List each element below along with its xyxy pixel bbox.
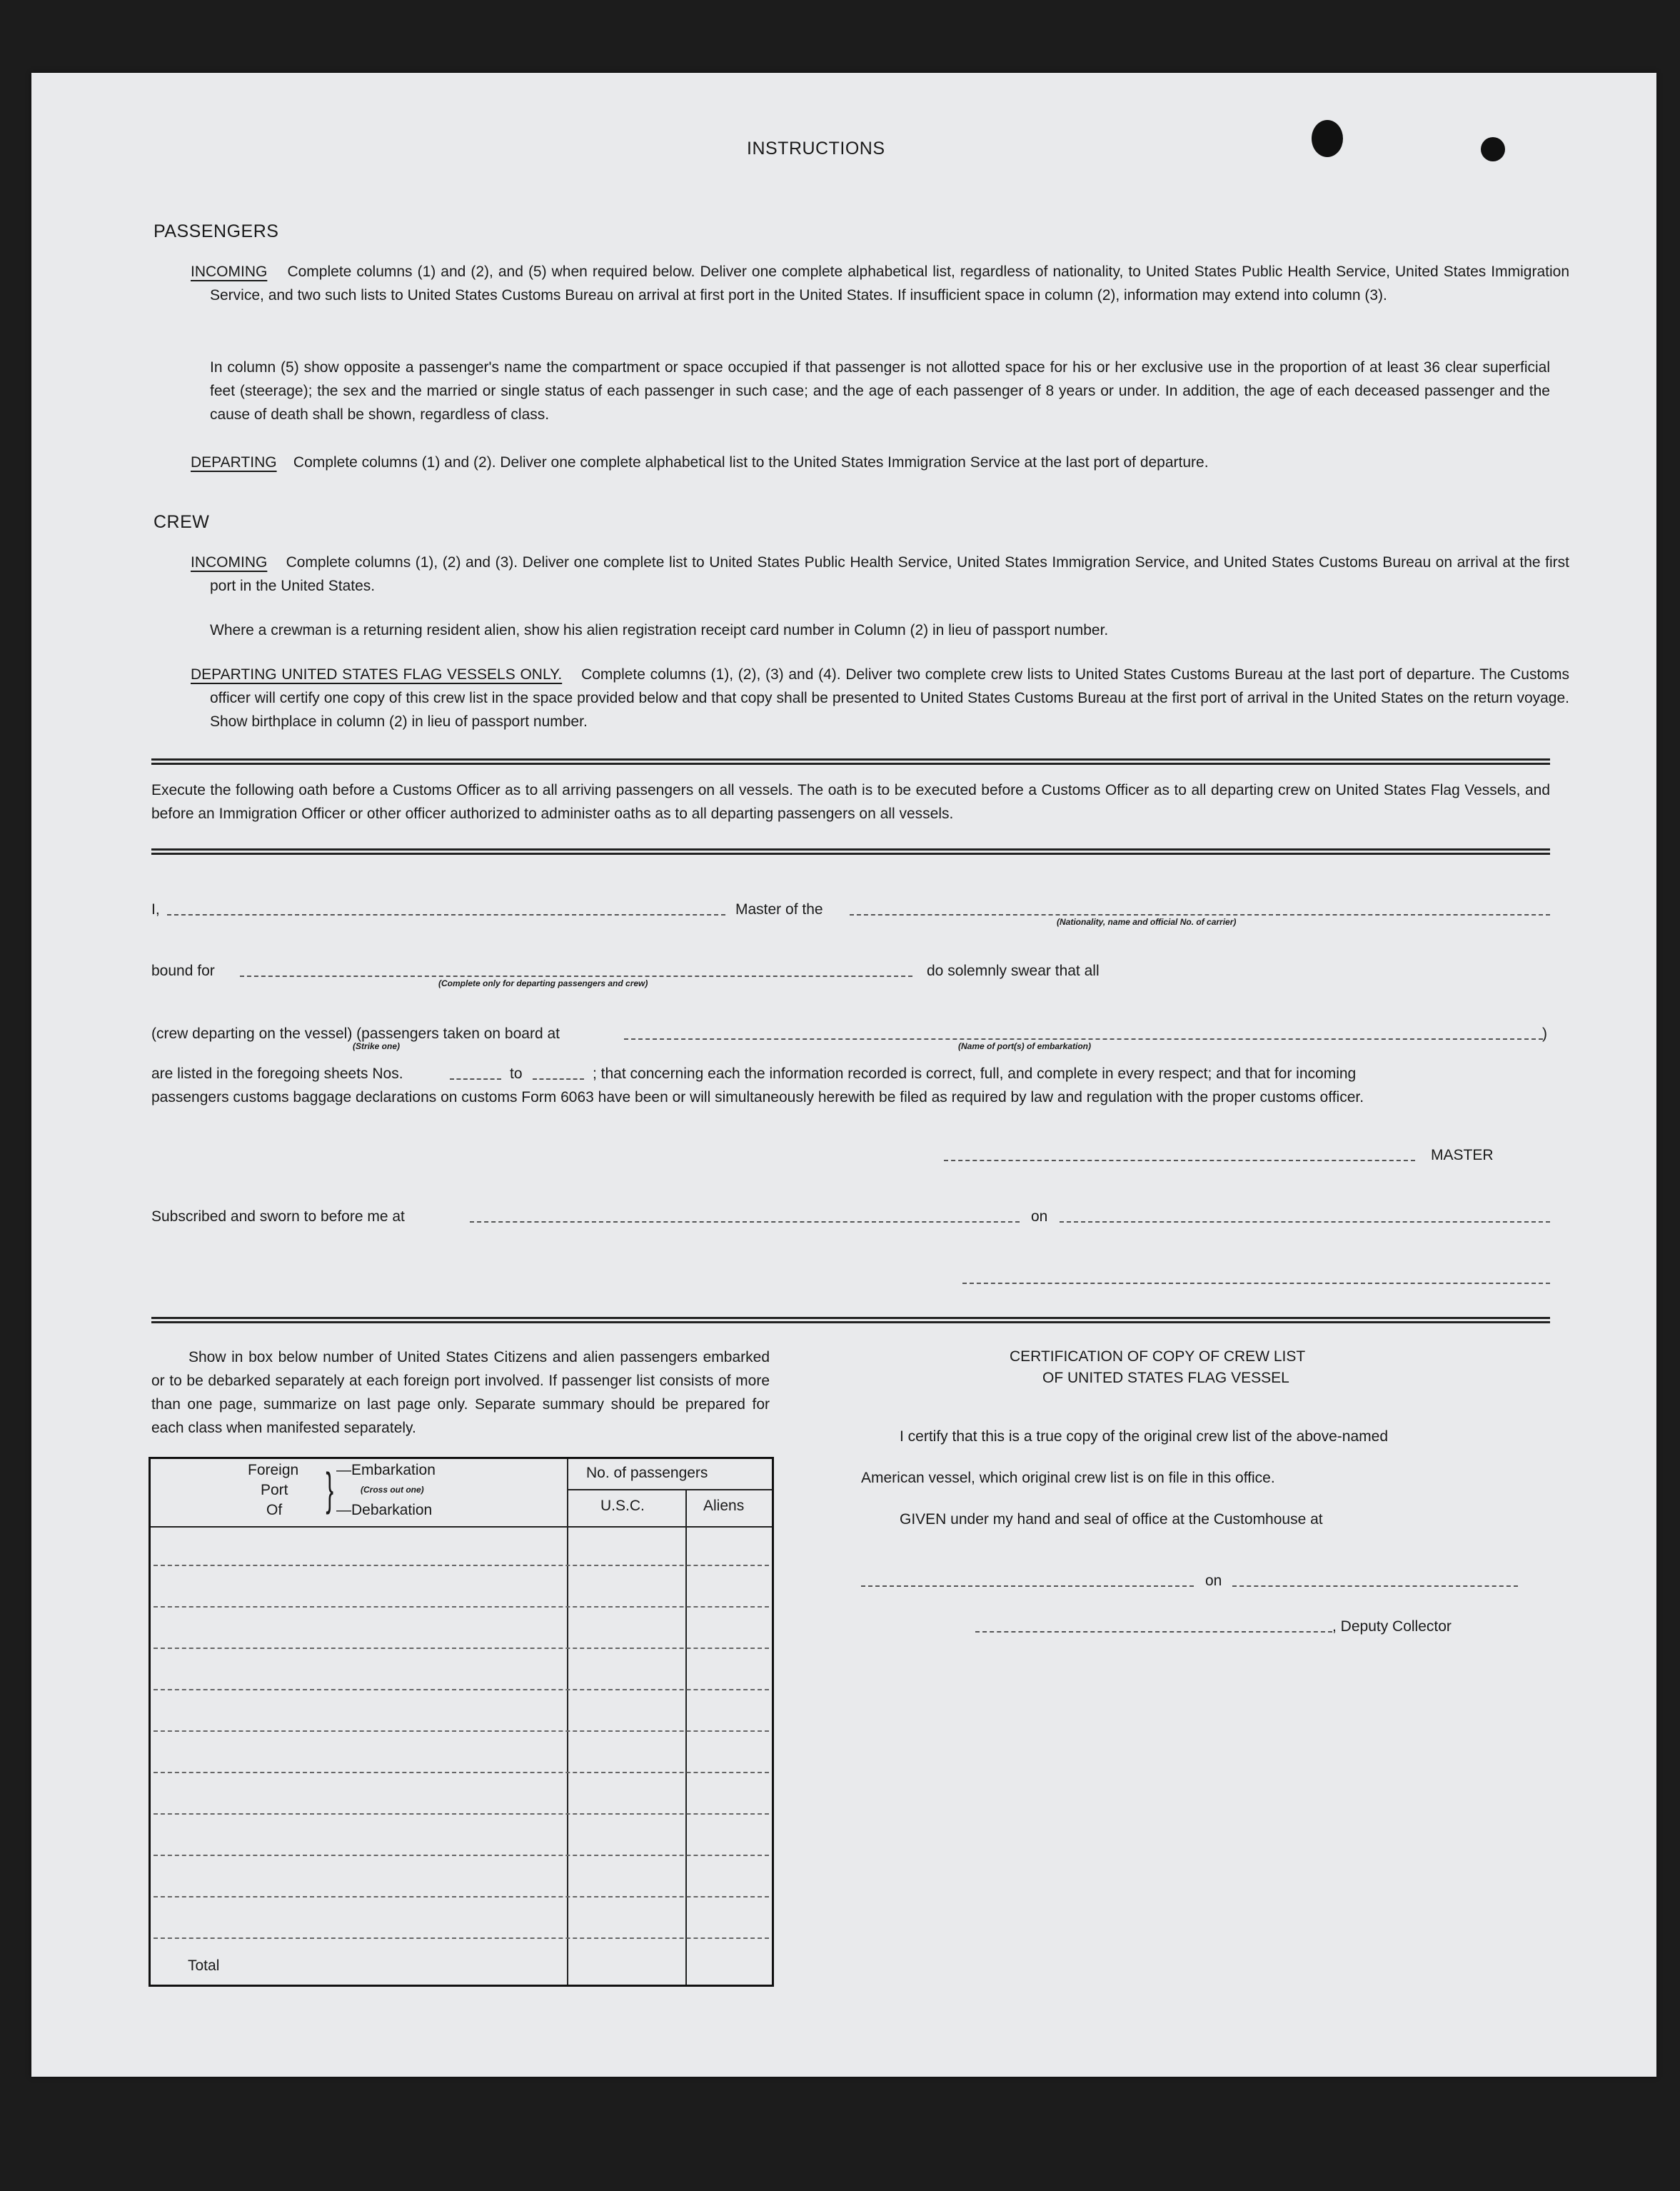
table-row[interactable] bbox=[154, 1937, 769, 1939]
page-title: INSTRUCTIONS bbox=[747, 139, 885, 159]
crew-departing-paragraph bbox=[191, 663, 1569, 733]
nationality-note: (Nationality, name and official No. of carrier) bbox=[1057, 917, 1237, 927]
table-row[interactable] bbox=[154, 1855, 769, 1856]
subscribed-label: Subscribed and sworn to before me at bbox=[151, 1208, 405, 1225]
certification-heading-line2: OF UNITED STATES FLAG VESSEL bbox=[1042, 1370, 1289, 1386]
ink-blot bbox=[1481, 137, 1505, 161]
certification-line2: American vessel, which original crew list is on file in this office. bbox=[861, 1470, 1275, 1486]
officer-signature-field[interactable] bbox=[962, 1283, 1550, 1284]
certification-on-label: on bbox=[1205, 1573, 1222, 1589]
bound-for-label: bound for bbox=[151, 963, 215, 979]
bound-for-field[interactable] bbox=[240, 976, 912, 977]
certification-heading-line1: CERTIFICATION OF COPY OF CREW LIST bbox=[1010, 1348, 1306, 1365]
certification-line1: I certify that this is a true copy of the original crew list of the above-named bbox=[900, 1428, 1388, 1445]
crew-departing-label: (crew departing on the vessel) (passengers taken on board at bbox=[151, 1026, 560, 1042]
of-label: Of bbox=[266, 1502, 283, 1518]
passengers-column5-paragraph: In column (5) show opposite a passenger's name the compartment or space occupied if that passenger is not allotted space for his or her exclusive use in the proportion of at least 36 clear superficial feet (steerage); the sex and the married or single status of each passenger in such case; and the age of each passenger of 8 years or under. In addition, the age of each deceased passenger and the cause of death shall be shown, regardless of class. bbox=[210, 359, 1550, 423]
crew-departing-text: Complete columns (1), (2), (3) and (4). Deliver two complete crew lists to United States Customs Bureau at the last port of departure. The Customs officer will certify one copy of this crew list in the space provided below and that copy shall be presented to United States Customs Bureau at the first port of arrival in the United States on the return voyage. Show birthplace in column (2) in lieu of passport number. bbox=[210, 666, 1569, 730]
passengers-departing-text: Complete columns (1) and (2). Deliver one complete alphabetical list to the United States Immigration Service at the last port of departure. bbox=[293, 454, 1209, 471]
crew-incoming-label: INCOMING bbox=[191, 554, 268, 571]
table-row[interactable] bbox=[154, 1772, 769, 1773]
listed-label-c: passengers customs baggage declarations on customs Form 6063 have been or will simultaneously herewith be filed as required by law and regulation with the proper customs officer. bbox=[151, 1089, 1364, 1105]
listed-label-a: are listed in the foregoing sheets Nos. bbox=[151, 1066, 403, 1082]
subscribed-at-field[interactable] bbox=[470, 1221, 1020, 1223]
column-divider bbox=[685, 1489, 687, 1985]
listed-label-b: ; that concerning each the information recorded is correct, full, and complete in every respect; and that for incoming bbox=[593, 1066, 1357, 1082]
header-divider bbox=[151, 1526, 772, 1528]
passengers-departing-paragraph bbox=[191, 451, 1550, 474]
subscribed-on-label: on bbox=[1031, 1208, 1048, 1225]
crew-heading: CREW bbox=[154, 512, 210, 532]
table-row[interactable] bbox=[154, 1606, 769, 1608]
subheader-divider bbox=[567, 1489, 772, 1490]
table-row[interactable] bbox=[154, 1813, 769, 1815]
debarkation-label: —Debarkation bbox=[336, 1502, 433, 1518]
passengers-incoming-text: Complete columns (1) and (2), and (5) when required below. Deliver one complete alphabetical list, regardless of nationality, to United States Public Health Service, United States Immigration Service, and two such lists to United States Customs Bureau on arrival at first port in the United States. If insufficient space in column (2), information may extend into column (3). bbox=[210, 264, 1569, 304]
table-row[interactable] bbox=[154, 1730, 769, 1732]
master-label: MASTER bbox=[1431, 1147, 1494, 1163]
listed-to-label: to bbox=[510, 1066, 523, 1082]
certification-date-field[interactable] bbox=[1232, 1585, 1518, 1587]
master-name-field[interactable] bbox=[167, 914, 725, 916]
section-divider bbox=[151, 1317, 1550, 1323]
cross-out-note: (Cross out one) bbox=[361, 1485, 424, 1495]
table-row[interactable] bbox=[154, 1565, 769, 1566]
foreign-label: Foreign bbox=[248, 1462, 299, 1478]
no-of-passengers-label: No. of passengers bbox=[586, 1465, 708, 1481]
oath-i-label: I, bbox=[151, 901, 160, 918]
passengers-incoming-paragraph bbox=[191, 260, 1569, 307]
carrier-field[interactable] bbox=[850, 914, 1550, 916]
ports-of-embarkation-field[interactable] bbox=[624, 1038, 1543, 1040]
embarkation-label: —Embarkation bbox=[336, 1462, 436, 1478]
passenger-summary-box bbox=[149, 1457, 774, 1987]
strike-one-note: (Strike one) bbox=[353, 1041, 401, 1051]
column-divider bbox=[567, 1459, 568, 1985]
table-row[interactable] bbox=[154, 1648, 769, 1649]
aliens-label: Aliens bbox=[703, 1498, 745, 1514]
usc-label: U.S.C. bbox=[600, 1498, 645, 1514]
total-label: Total bbox=[188, 1957, 220, 1974]
crew-resident-paragraph: Where a crewman is a returning resident alien, show his alien registration receipt card number in Column (2) in lieu of passport number. bbox=[210, 622, 1109, 638]
section-divider bbox=[151, 758, 1550, 765]
deputy-signature-field[interactable] bbox=[975, 1631, 1332, 1633]
document-page bbox=[31, 73, 1656, 2077]
certification-line3: GIVEN under my hand and seal of office at the Customhouse at bbox=[900, 1511, 1323, 1528]
close-paren: ) bbox=[1542, 1026, 1547, 1042]
subscribed-date-field[interactable] bbox=[1060, 1221, 1550, 1223]
ink-blot bbox=[1312, 120, 1343, 157]
crew-incoming-paragraph bbox=[191, 551, 1569, 598]
master-of-the-label: Master of the bbox=[735, 901, 823, 918]
passengers-heading: PASSENGERS bbox=[154, 221, 279, 241]
table-row[interactable] bbox=[154, 1689, 769, 1690]
crew-incoming-text: Complete columns (1), (2) and (3). Deliver one complete list to United States Public Health Service, United States Immigration Service, and United States Customs Bureau on arrival at the first port in the United States. bbox=[210, 554, 1569, 594]
sheet-from-field[interactable] bbox=[450, 1078, 501, 1080]
crew-departing-label: DEPARTING UNITED STATES FLAG VESSELS ONLY. bbox=[191, 666, 563, 683]
solemnly-swear-label: do solemnly swear that all bbox=[927, 963, 1100, 979]
customhouse-field[interactable] bbox=[861, 1585, 1194, 1587]
oath-intro-paragraph: Execute the following oath before a Customs Officer as to all arriving passengers on all vessels. The oath is to be executed before a Customs Officer as to all departing crew on United States Flag Vessels, and before an Immigration Officer or other officer authorized to administer oaths as to all departing passengers on all vessels. bbox=[151, 782, 1550, 822]
passengers-incoming-label: INCOMING bbox=[191, 264, 268, 280]
summary-instructions: Show in box below number of United States Citizens and alien passengers embarked or to be debarked separately at each foreign port involved. If passenger list consists of more than one page, summarize on last page only. Separate summary should be prepared for each class when manifested separately. bbox=[151, 1349, 770, 1436]
table-row[interactable] bbox=[154, 1896, 769, 1897]
deputy-collector-label: , Deputy Collector bbox=[1332, 1618, 1452, 1635]
section-divider bbox=[151, 848, 1550, 855]
master-signature-field[interactable] bbox=[944, 1160, 1415, 1161]
ports-note: (Name of port(s) of embarkation) bbox=[958, 1041, 1092, 1051]
sheet-to-field[interactable] bbox=[533, 1078, 584, 1080]
port-label: Port bbox=[261, 1482, 288, 1498]
complete-only-note: (Complete only for departing passengers and crew) bbox=[438, 978, 648, 988]
passengers-departing-label: DEPARTING bbox=[191, 454, 277, 471]
brace-icon: } bbox=[326, 1463, 334, 1515]
